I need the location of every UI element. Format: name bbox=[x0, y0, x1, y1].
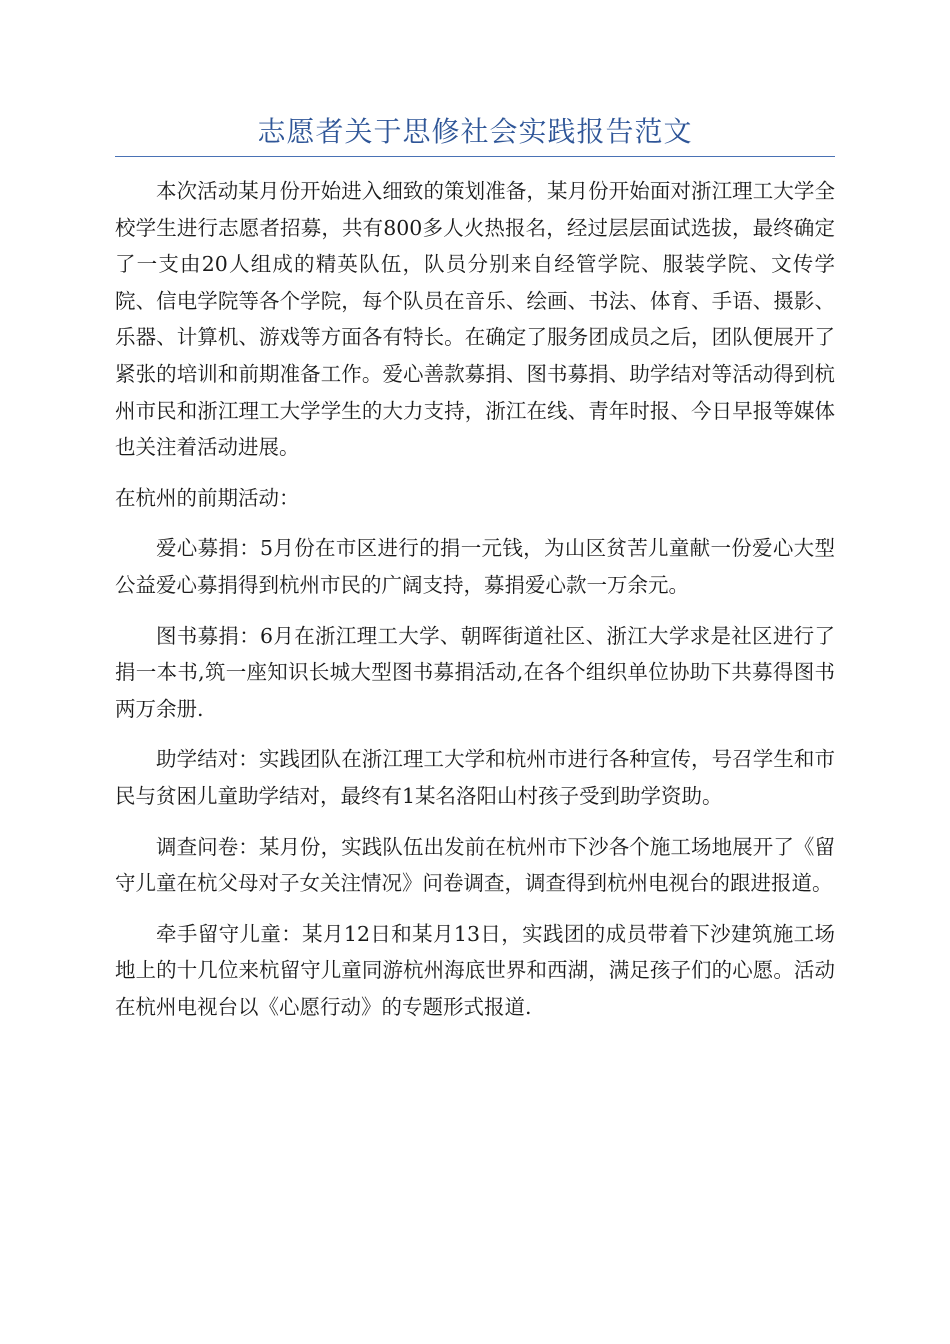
paragraph-donation: 爱心募捐：5月份在市区进行的捐一元钱，为山区贫苦儿童献一份爱心大型公益爱心募捐得到杭州市民的广阔支持，募捐爱心款一万余元。 bbox=[115, 536, 835, 597]
paragraph-left-behind-children: 牵手留守儿童：某月12日和某月13日，实践团的成员带着下沙建筑施工场地上的十几位来杭留守儿童同游杭州海底世界和西湖，满足孩子们的心愿。活动在杭州电视台以《心愿行动》的专题形式报道. bbox=[115, 921, 835, 1019]
paragraph-tutoring-pairing: 助学结对：实践团队在浙江理工大学和杭州市进行各种宣传，号召学生和市民与贫困儿童助学结对，最终有1某名洛阳山村孩子受到助学资助。 bbox=[115, 747, 835, 808]
paragraph-intro: 本次活动某月份开始进入细致的策划准备，某月份开始面对浙江理工大学全校学生进行志愿者招募，共有800多人火热报名，经过层层面试选拔，最终确定了一支由20人组成的精英队伍，队员分别来自经管学院、服装学院、文传学院、信电学院等各个学院，每个队员在音乐、绘画、书法、体育、手语、摄影、乐器、计算机、游戏等方面各有特长。在确定了服务团成员之后，团队便展开了紧张的培训和前期准备工作。爱心善款募捐、图书募捐、助学结对等活动得到杭州市民和浙江理工大学学生的大力支持，浙江在线、青年时报、今日早报等媒体也关注着活动进展。 bbox=[115, 179, 835, 460]
document-page bbox=[115, 110, 835, 1039]
paragraph-book-donation: 图书募捐：6月在浙江理工大学、朝晖街道社区、浙江大学求是社区进行了捐一本书,筑一座知识长城大型图书募捐活动,在各个组织单位协助下共募得图书两万余册. bbox=[115, 623, 835, 721]
paragraph-section-heading: 在杭州的前期活动： bbox=[115, 485, 300, 510]
paragraph-survey: 调查问卷：某月份，实践队伍出发前在杭州市下沙各个施工场地展开了《留守儿童在杭父母对子女关注情况》问卷调查，调查得到杭州电视台的跟进报道。 bbox=[115, 834, 835, 896]
document-title: 志愿者关于思修社会实践报告范文 bbox=[115, 110, 835, 157]
